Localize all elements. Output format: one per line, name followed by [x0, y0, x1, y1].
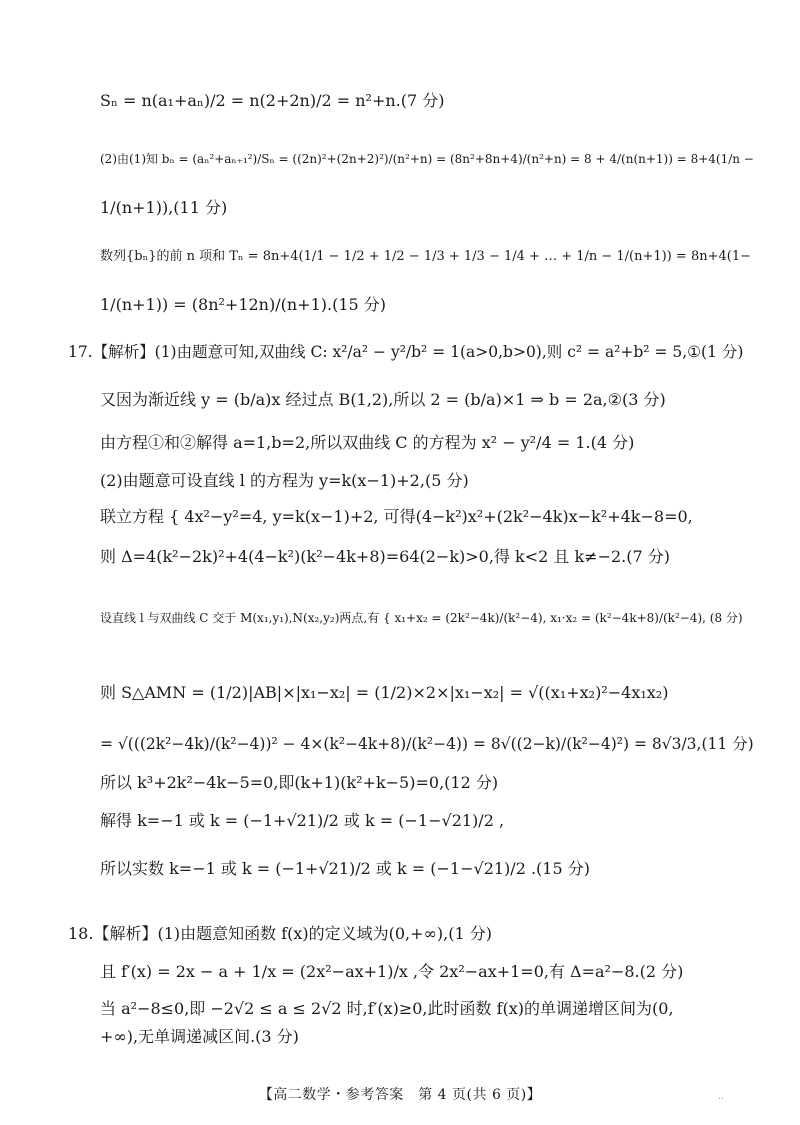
line-monotonic-case: 当 a²−8≤0,即 −2√2 ≤ a ≤ 2√2 时,f′(x)≥0,此时函数 f(x)的单调递增区间为(0, — [100, 999, 674, 1018]
line-area-value: = √(((2k²−4k)/(k²−4))² − 4×(k²−4k+8)/(k²−4)) = 8√((2−k)/(k²−4)²) = 8√3/3,(11 分) — [100, 735, 754, 753]
line-line-l-equation: (2)由题意可设直线 l 的方程为 y=k(x−1)+2,(5 分) — [100, 471, 469, 490]
corner-mark: ‥ — [718, 1092, 725, 1102]
line-bn-definition: (2)由(1)知 bₙ = (aₙ²+aₙ₊₁²)/Sₙ = ((2n)²+(2n+2)²)/(n²+n) = (8n²+8n+4)/(n²+n) = 8 + 4/(n(n+1)) = 8+4(1/n − — [100, 152, 754, 166]
line-vieta: 设直线 l 与双曲线 C 交于 M(x₁,y₁),N(x₂,y₂)两点,有 { x₁+x₂ = (2k²−4k)/(k²−4), x₁·x₂ = (k²−4k+8)/(k²−4), (8 分) — [100, 611, 743, 625]
line-tn-result: 1/(n+1)) = (8n²+12n)/(n+1).(15 分) — [100, 295, 387, 314]
line-hyperbola-equation: 由方程①和②解得 a=1,b=2,所以双曲线 C 的方程为 x² − y²/4 = 1.(4 分) — [100, 433, 635, 452]
line-bn-continuation: 1/(n+1)),(11 分) — [100, 198, 228, 217]
line-asymptote: 又因为渐近线 y = (b/a)x 经过点 B(1,2),所以 2 = (b/a)×1 ⇒ b = 2a,②(3 分) — [100, 390, 666, 409]
line-discriminant: 则 Δ=4(k²−2k)²+4(4−k²)(k²−4k+8)=64(2−k)>0,得 k<2 且 k≠−2.(7 分) — [100, 547, 671, 566]
line-monotonic-case-continued: +∞),无单调递减区间.(3 分) — [100, 1027, 299, 1046]
line-tn-sum: 数列{bₙ}的前 n 项和 Tₙ = 8n+4(1/1 − 1/2 + 1/2 − 1/3 + 1/3 − 1/4 + … + 1/n − 1/(n+1)) = 8n+4(1− — [100, 249, 752, 264]
line-derivative: 且 f′(x) = 2x − a + 1/x = (2x²−ax+1)/x ,令 2x²−ax+1=0,有 Δ=a²−8.(2 分) — [100, 962, 684, 981]
problem-18-heading: 18.【解析】(1)由题意知函数 f(x)的定义域为(0,+∞),(1 分) — [68, 924, 492, 943]
page-footer: 【高二数学・参考答案 第 4 页(共 6 页)】 — [258, 1087, 542, 1103]
problem-17-heading: 17.【解析】(1)由题意可知,双曲线 C: x²/a² − y²/b² = 1(a>0,b>0),则 c² = a²+b² = 5,①(1 分) — [68, 343, 744, 361]
line-area-formula: 则 S△AMN = (1/2)|AB|×|x₁−x₂| = (1/2)×2×|x₁−x₂| = √((x₁+x₂)²−4x₁x₂) — [100, 683, 669, 702]
line-k-conclusion: 所以实数 k=−1 或 k = (−1+√21)/2 或 k = (−1−√21)/2 .(15 分) — [100, 859, 590, 878]
line-system-of-equations: 联立方程 { 4x²−y²=4, y=k(x−1)+2, 可得(4−k²)x²+(2k²−4k)x−k²+4k−8=0, — [100, 507, 693, 526]
line-cubic: 所以 k³+2k²−4k−5=0,即(k+1)(k²+k−5)=0,(12 分) — [100, 773, 499, 792]
line-k-solutions: 解得 k=−1 或 k = (−1+√21)/2 或 k = (−1−√21)/2 , — [100, 811, 505, 830]
line-sn-formula: Sₙ = n(a₁+aₙ)/2 = n(2+2n)/2 = n²+n.(7 分) — [100, 91, 445, 110]
